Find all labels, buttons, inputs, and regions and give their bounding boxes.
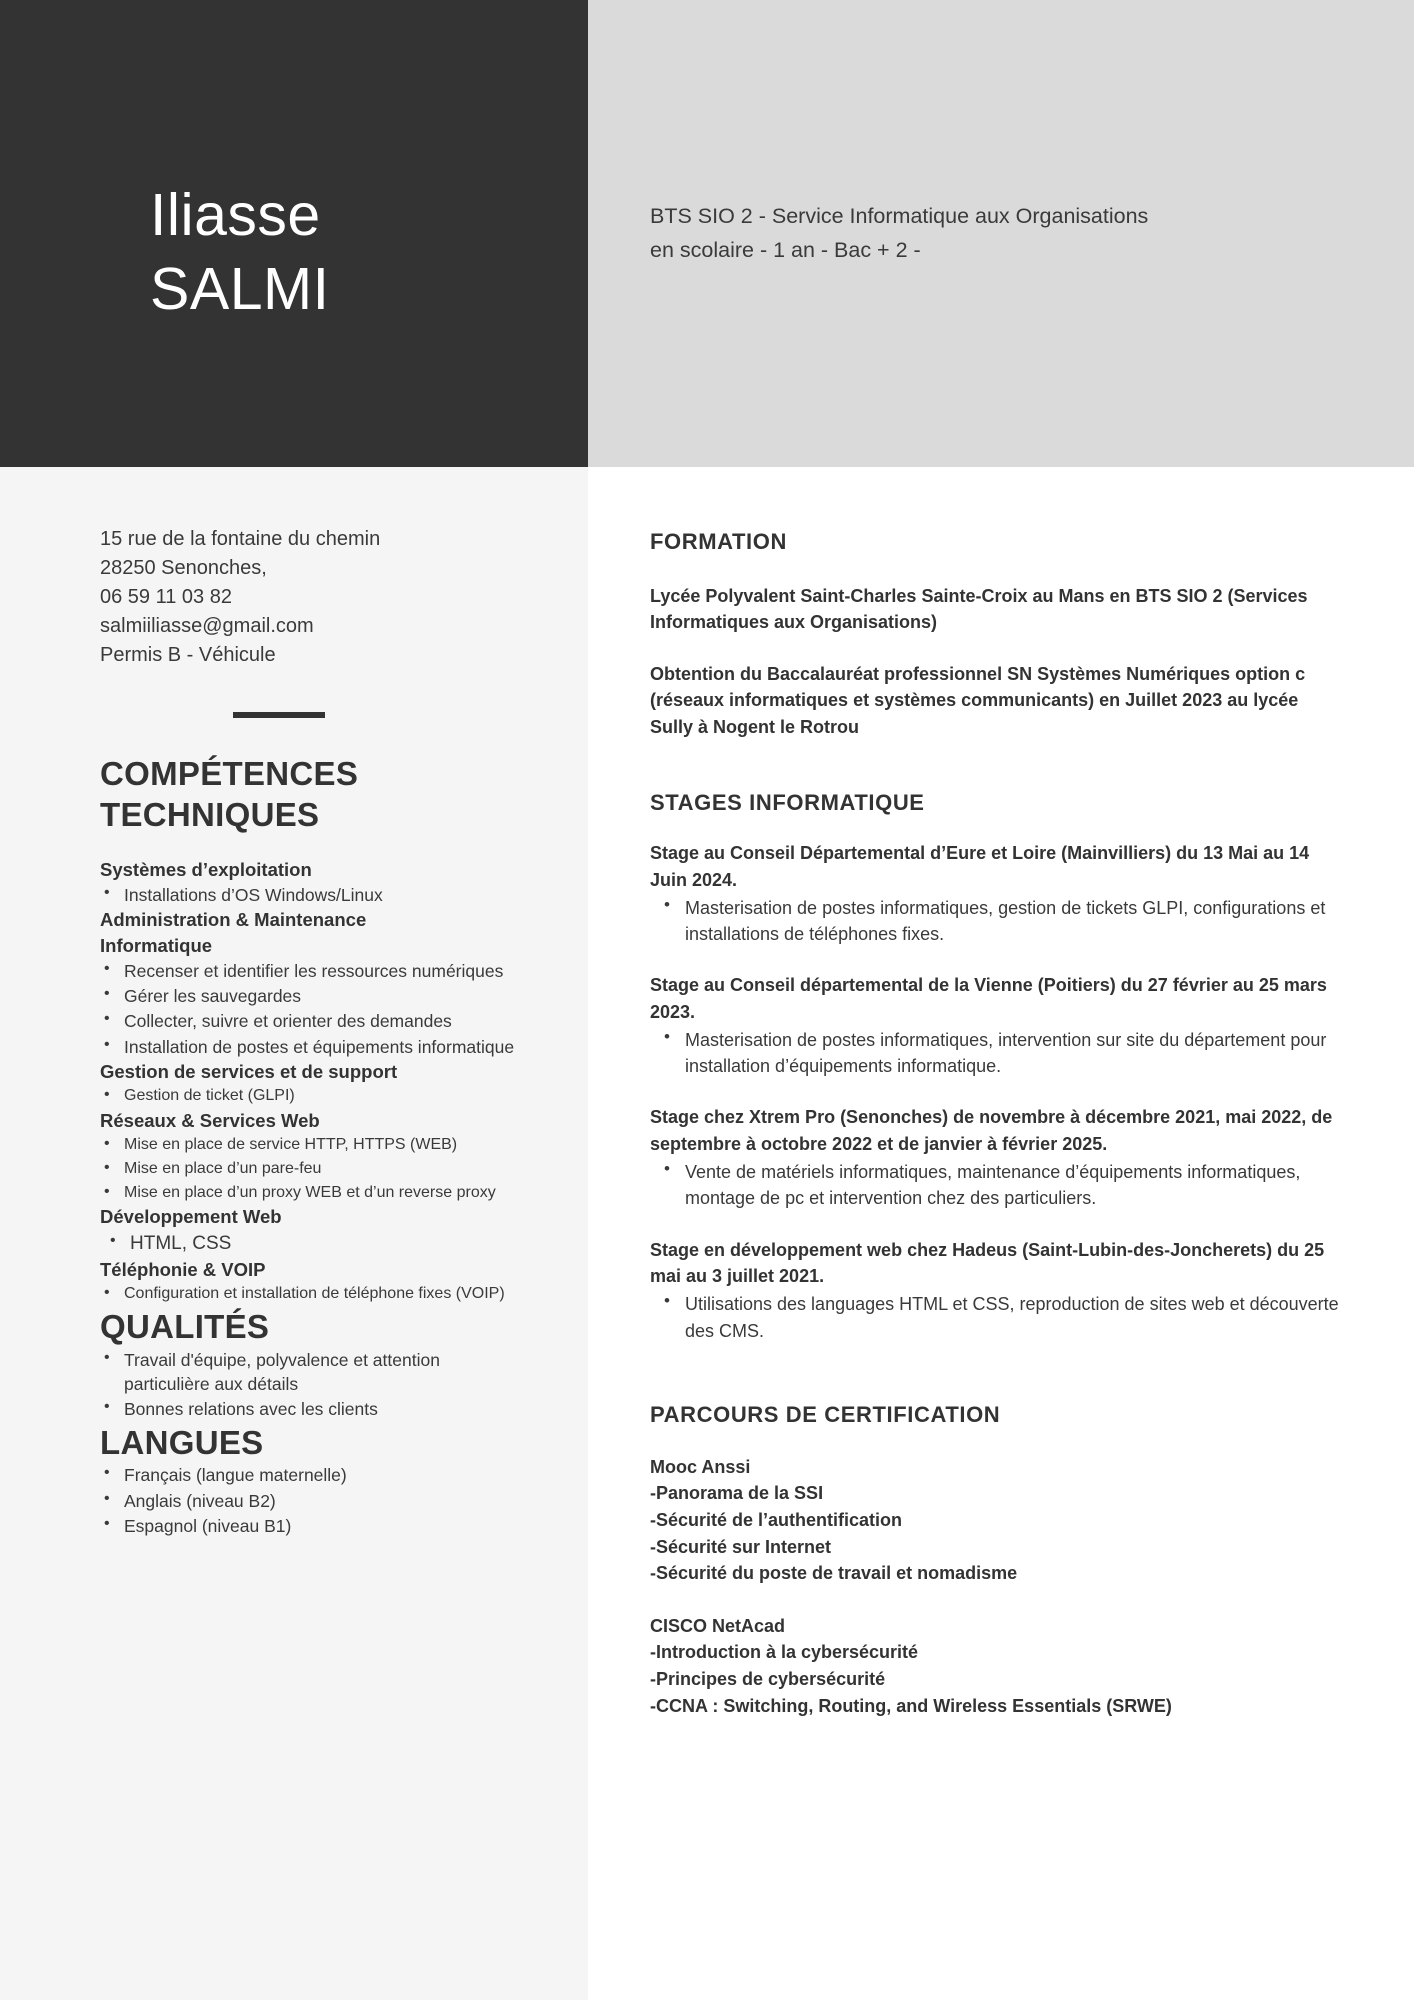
stage-entry [650,840,1344,947]
stage-entry [650,972,1344,1079]
certification-item: -Introduction à la cybersécurité [650,1642,919,1663]
contact-phone: 06 59 11 03 82 [100,586,232,608]
langues-list [100,1463,528,1537]
list-item: • Gérer les sauvegardes [100,984,528,1008]
stage-bullet-list [650,1027,1344,1079]
stage-entry-title: Stage chez Xtrem Pro (Senonches) de novembre à décembre 2021, mai 2022, de septembre à octobre 2022 et de janvier à février 2025. [650,1107,1333,1154]
formation-entry-title: Lycée Polyvalent Saint-Charles Sainte-Croix au Mans en BTS SIO 2 (Services Informatiques aux Organisations) [650,586,1308,633]
stage-entry-title: Stage au Conseil Départemental d’Eure et Loire (Mainvilliers) du 13 Mai au 14 Juin 2024. [650,843,1310,890]
contact-license: Permis B - Véhicule [100,644,276,666]
skill-list [100,1283,528,1306]
skill-group-reseaux-web [100,1109,528,1205]
certification-provider: Mooc Anssi [650,1456,751,1477]
certification-item: -Sécurité sur Internet [650,1536,832,1557]
certification-block-cisco [650,1613,1344,1720]
skill-group-heading: Réseaux & Services Web [100,1109,320,1131]
stage-entry [650,1237,1344,1344]
stage-bullet-list [650,1291,1344,1343]
list-item: • Masterisation de postes informatiques, gestion de tickets GLPI, configurations et installations de téléphones fixes. [650,895,1344,947]
section-divider [233,712,325,718]
list-item: • Mise en place de service HTTP, HTTPS (WEB) [100,1134,528,1157]
qualites-list [100,1348,528,1421]
sidebar-column [0,467,588,2000]
stage-entry-title: Stage en développement web chez Hadeus (Saint-Lubin-des-Joncherets) du 25 mai au 3 juillet 2021. [650,1239,1325,1286]
list-item: • Vente de matériels informatiques, maintenance d’équipements informatiques, montage de pc et intervention chez des particuliers. [650,1159,1344,1211]
list-item: • Espagnol (niveau B1) [100,1514,528,1538]
stage-bullet-list [650,1159,1344,1211]
contact-block [100,525,528,670]
skill-list [100,1231,528,1257]
certification-item: -Panorama de la SSI [650,1483,824,1504]
list-item: • Collecter, suivre et orienter des demandes [100,1009,528,1033]
skill-group-heading: Administration & Maintenance [100,909,367,931]
contact-email: salmiiliasse@gmail.com [100,615,314,637]
skill-list [100,1134,528,1204]
skill-list [100,883,528,907]
section-title-formation: FORMATION [650,529,787,554]
skill-group-telephonie-voip [100,1258,528,1306]
page-title-qualites: QUALITÉS [100,1308,270,1346]
cv-body [0,467,1414,2000]
skill-list [100,959,528,1059]
list-item: • Gestion de ticket (GLPI) [100,1085,528,1108]
certification-item: -Sécurité du poste de travail et nomadisme [650,1563,1018,1584]
page-title-competences [100,754,528,836]
candidate-name [150,179,588,325]
stage-entry [650,1104,1344,1211]
list-item: • Configuration et installation de téléphone fixes (VOIP) [100,1283,528,1306]
last-name: SALMI [150,255,330,322]
stage-entry-title: Stage au Conseil départemental de la Vienne (Poitiers) du 27 février au 25 mars 2023. [650,975,1327,1022]
certification-item: -CCNA : Switching, Routing, and Wireless Essentials (SRWE) [650,1695,1172,1716]
first-name: Iliasse [150,182,321,249]
section-title-certification: PARCOURS DE CERTIFICATION [650,1401,1001,1427]
skill-group-heading: Développement Web [100,1206,282,1228]
main-column [588,467,1414,2000]
cv-header [0,0,1414,467]
list-item: • Installation de postes et équipements informatique [100,1035,528,1059]
section-title-stages: STAGES INFORMATIQUE [650,790,925,816]
list-item: • Installations d’OS Windows/Linux [100,883,528,907]
contact-address-city: 28250 Senonches, [100,557,267,579]
skill-group-services-support [100,1060,528,1108]
list-item: • Anglais (niveau B2) [100,1489,528,1513]
certification-provider: CISCO NetAcad [650,1615,786,1636]
list-item: • Mise en place d’un proxy WEB et d’un reverse proxy [100,1182,528,1205]
competences-title-line-2: TECHNIQUES [100,795,320,833]
skill-group-developpement-web [100,1205,528,1257]
certification-item: -Principes de cybersécurité [650,1669,886,1690]
header-subtitle-panel [588,0,1414,467]
stage-bullet-list [650,895,1344,947]
list-item: • Recenser et identifier les ressources numériques [100,959,528,983]
contact-address-street: 15 rue de la fontaine du chemin [100,528,381,550]
list-item: • HTML, CSS [100,1231,528,1257]
header-name-panel [0,0,588,467]
formation-entry-title: Obtention du Baccalauréat professionnel SN Systèmes Numériques option c (réseaux informatiques et systèmes communicants) en Juillet 2023 au lycée Sully à Nogent le Rotrou [650,663,1306,737]
skill-list [100,1085,528,1108]
list-item: • Utilisations des languages HTML et CSS, reproduction de sites web et découverte des CMS. [650,1291,1344,1343]
certification-block-anssi [650,1454,1344,1587]
list-item: • Travail d'équipe, polyvalence et attention particulière aux détails [100,1348,528,1396]
list-item: • Mise en place d’un pare-feu [100,1158,528,1181]
subtitle-line-1: BTS SIO 2 - Service Informatique aux Organisations [650,204,1149,229]
list-item: • Bonnes relations avec les clients [100,1397,528,1421]
certification-item: -Sécurité de l’authentification [650,1509,903,1530]
skill-group-heading: Systèmes d’exploitation [100,858,312,880]
subtitle-line-2: en scolaire - 1 an - Bac + 2 - [650,237,921,262]
page-title-langues: LANGUES [100,1423,264,1461]
competences-title-line-1: COMPÉTENCES [100,755,359,792]
skill-group-heading: Téléphonie & VOIP [100,1259,266,1281]
skill-group-heading-cont: Informatique [100,934,213,956]
list-item: • Français (langue maternelle) [100,1463,528,1487]
skill-group-heading: Gestion de services et de support [100,1060,398,1082]
formation-entry [650,661,1344,740]
skill-group-administration [100,908,528,1058]
list-item: • Masterisation de postes informatiques, intervention sur site du département pour installation d’équipements informatique. [650,1027,1344,1079]
formation-entry [650,583,1344,636]
skill-group-os [100,858,528,908]
